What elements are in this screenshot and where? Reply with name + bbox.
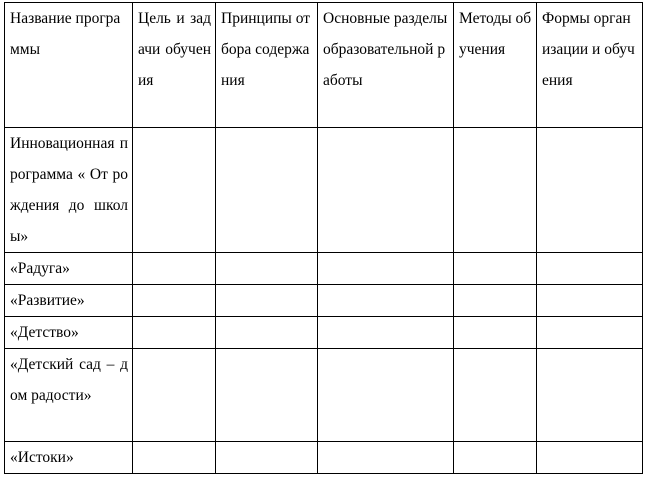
program-name-cell: «Развитие» xyxy=(5,285,133,317)
empty-cell xyxy=(454,349,537,442)
empty-cell xyxy=(216,442,318,474)
empty-cell xyxy=(318,285,454,317)
program-name-cell: Инновационная программа « От рождения до школы» xyxy=(5,128,133,253)
empty-cell xyxy=(454,128,537,253)
empty-cell xyxy=(216,285,318,317)
empty-cell xyxy=(537,349,643,442)
empty-cell xyxy=(133,253,216,285)
empty-cell xyxy=(537,128,643,253)
empty-cell xyxy=(216,349,318,442)
empty-cell xyxy=(318,317,454,349)
empty-cell xyxy=(537,317,643,349)
empty-cell xyxy=(133,442,216,474)
table-row xyxy=(5,253,643,285)
program-name-cell: «Детство» xyxy=(5,317,133,349)
empty-cell xyxy=(133,317,216,349)
empty-cell xyxy=(454,317,537,349)
header-sections: Основные разделы образовательной работы xyxy=(318,3,454,128)
empty-cell xyxy=(454,442,537,474)
empty-cell xyxy=(318,442,454,474)
empty-cell xyxy=(454,253,537,285)
table-row xyxy=(5,442,643,474)
empty-cell xyxy=(216,253,318,285)
header-program-name: Название программы xyxy=(5,3,133,128)
empty-cell xyxy=(133,128,216,253)
header-goals: Цель и задачи обучения xyxy=(133,3,216,128)
empty-cell xyxy=(216,317,318,349)
table-row xyxy=(5,128,643,253)
empty-cell xyxy=(537,442,643,474)
table-row xyxy=(5,349,643,442)
empty-cell xyxy=(133,349,216,442)
program-name-cell: «Радуга» xyxy=(5,253,133,285)
header-principles: Принципы отбора содержания xyxy=(216,3,318,128)
empty-cell xyxy=(454,285,537,317)
empty-cell xyxy=(216,128,318,253)
table-row xyxy=(5,317,643,349)
programs-table xyxy=(4,2,643,474)
program-name-cell: «Детский сад – дом радости» xyxy=(5,349,133,442)
header-methods: Методы обучения xyxy=(454,3,537,128)
header-forms: Формы организации и обучения xyxy=(537,3,643,128)
empty-cell xyxy=(318,253,454,285)
empty-cell xyxy=(133,285,216,317)
empty-cell xyxy=(537,253,643,285)
table-row xyxy=(5,285,643,317)
empty-cell xyxy=(318,349,454,442)
empty-cell xyxy=(537,285,643,317)
empty-cell xyxy=(318,128,454,253)
table-header-row xyxy=(5,3,643,128)
program-name-cell: «Истоки» xyxy=(5,442,133,474)
